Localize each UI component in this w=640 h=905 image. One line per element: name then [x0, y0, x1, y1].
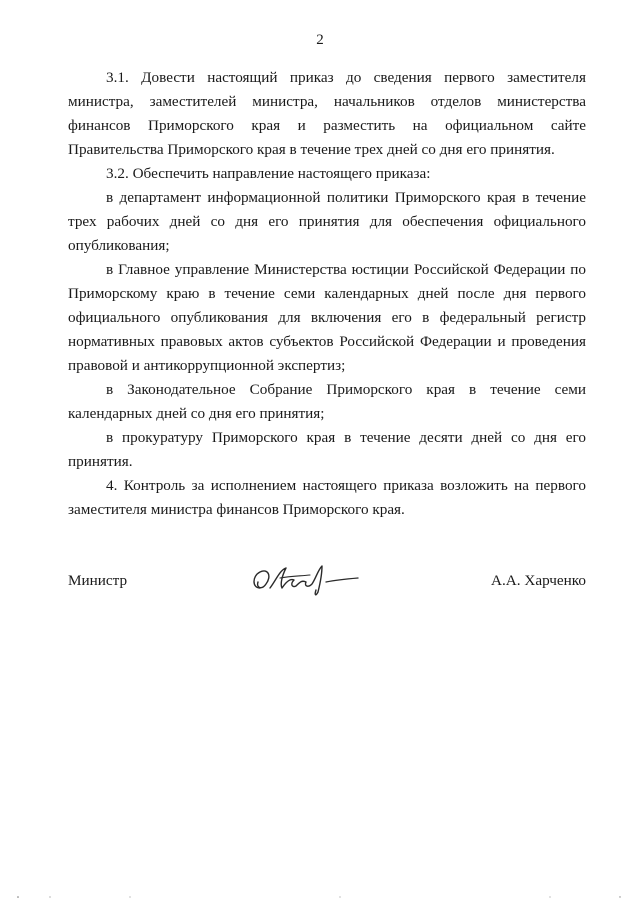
page-number: 2	[316, 32, 324, 48]
paragraph-legislative-assembly: в Законодательное Собрание Приморского края в течение семи календарных дней со дня его принятия;	[68, 381, 586, 422]
signer-title: Министр	[68, 572, 128, 589]
paragraph-3-2: 3.2. Обеспечить направление настоящего приказа:	[106, 165, 431, 182]
paragraph-prosecutor: в прокуратуру Приморского края в течение десяти дней со дня его принятия.	[68, 429, 586, 470]
scan-specks	[10, 895, 630, 899]
signer-name: А.А. Харченко	[491, 572, 586, 589]
signature-block	[68, 558, 586, 598]
paragraph-3-1: 3.1. Довести настоящий приказ до сведения первого заместителя министра, заместителей министра, начальников отделов министерства финансов Приморского края и разместить на официальном сайте Правительства Приморского края в течение трех дней со дня его принятия.	[68, 69, 586, 158]
paragraph-justice-ministry: в Главное управление Министерства юстиции Российской Федерации по Приморскому краю в течение семи календарных дней после дня первого официального опубликования для включения его в федеральный регистр нормативных правовых актов субъектов Российской Федерации и проведения правовой и антикоррупционной экспертиз;	[68, 261, 586, 374]
document-body	[68, 66, 586, 522]
paragraph-4-control: 4. Контроль за исполнением настоящего приказа возложить на первого заместителя министра финансов Приморского края.	[68, 477, 586, 518]
handwritten-signature	[246, 558, 366, 598]
paragraph-info-policy: в департамент информационной политики Приморского края в течение трех рабочих дней со дня его принятия для обеспечения официального опубликования;	[68, 189, 586, 254]
